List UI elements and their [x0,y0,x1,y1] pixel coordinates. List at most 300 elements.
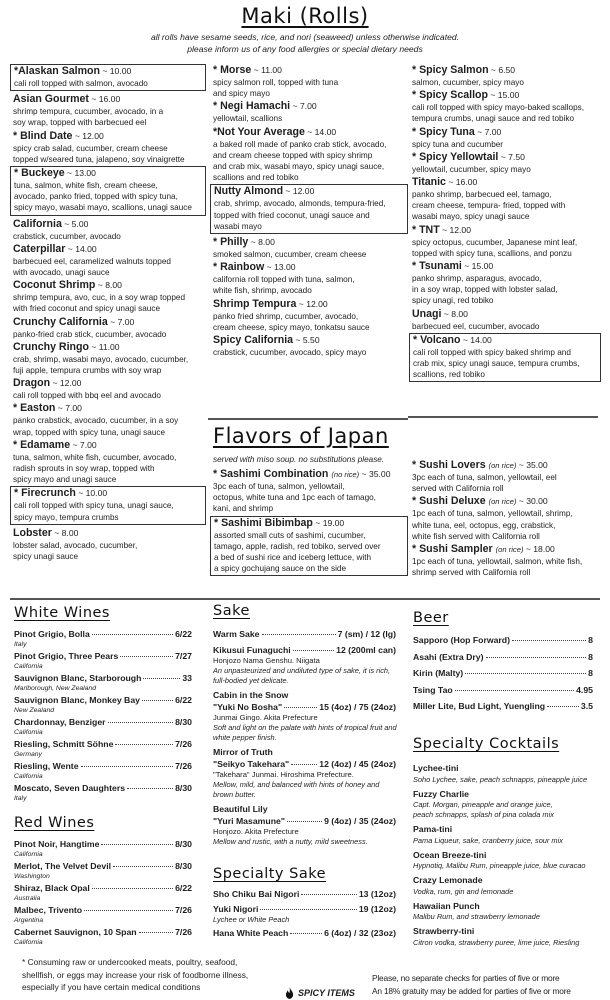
item-price: ~ 8.00 [248,237,275,247]
item-description: cali roll topped with bbq eel and avocado [13,391,161,401]
menu-item [210,236,408,260]
item-price: ~ 6.50 [489,65,516,75]
wine-item [14,651,192,671]
item-price: ~ 7.00 [55,403,82,413]
wine-item [14,839,192,859]
item-price: ~ 35.00 [516,460,547,470]
drink-item [213,629,396,641]
maki-column-1 [10,64,206,563]
item-price: ~ 35.00 [359,469,390,479]
item-description: yellowtail, cucumber, spicy mayo [412,164,531,174]
wine-origin: California [14,772,43,780]
item-name: *Not Your Average [213,125,305,138]
specialty-sake-list [213,889,396,943]
menu-item [210,261,408,296]
drink-item [213,804,396,847]
item-description: yellowtail, scallions [213,114,283,124]
item-description: barbecued eel, cucumber, avocado [412,321,540,331]
divider [10,598,600,600]
menu-item [409,126,601,150]
item-name: Tsing Tao [413,684,453,695]
maki-subtitle: all rolls have sesame seeds, rice, and nori (seaweed) unless otherwise indicated. please inform us of any food allergies or special dietary needs [150,32,460,54]
item-note: (no rice) [331,470,360,479]
beer-item [413,685,593,697]
item-price: 33 [182,673,192,683]
item-name: Pinot Noir, Hangtime [14,839,100,849]
item-price: ~ 11.00 [251,65,282,75]
item-name: Moscato, Seven Daughters [14,783,126,793]
item-price: 6 (4oz) / 32 (23oz) [324,928,396,938]
item-price: ~ 15.00 [488,90,519,100]
menu-item [409,260,601,307]
item-price: 12 (4oz) / 45 (24oz) [319,758,396,769]
wine-item [14,629,192,649]
item-price: ~ 16.00 [89,94,120,104]
dot-leader [547,706,579,707]
specialty-sake-title: Specialty Sake [213,866,327,882]
dot-leader [262,634,336,635]
beer-list [413,635,593,718]
item-name: Caterpillar [13,242,66,255]
item-name: Pinot Grigio, Bolla [14,629,90,639]
drink-item [213,928,396,940]
flavors-subtitle: served with miso soup. no substitutions please. [213,455,385,464]
item-name: * Buckeye [14,167,65,180]
item-price: ~ 15.00 [462,261,493,271]
sake-title: Sake [213,603,250,619]
item-title: Beautiful Lily [213,804,268,814]
menu-item [10,64,206,91]
drink-item [213,889,396,901]
item-name: * Spicy Yellowtail [412,150,499,163]
item-name: * Firecrunch [14,487,76,500]
wine-origin: California [14,662,43,670]
party-policy: Please, no separate checks for parties of five or more An 18% gratuity may be added for parties of five or more [372,973,571,996]
flavors-title: Flavors of Japan [213,424,389,448]
item-price: 9 (4oz) / 35 (24oz) [324,815,396,826]
item-price: 8/30 [175,717,192,727]
menu-item [210,126,408,184]
item-price: 7/26 [175,927,192,937]
item-price: ~ 12.00 [50,378,81,388]
item-description: Lychee or White Peach [213,915,290,924]
cocktail-item [413,926,598,948]
dot-leader [142,700,173,701]
menu-item [10,130,206,165]
item-description: cali roll topped with spicy mayo-baked scallops, tempura crumbs, unagi sauce and red tobiko [412,103,585,124]
item-name: * Spicy Tuna [412,125,475,138]
item-name: Spicy California [213,334,294,347]
divider [208,418,408,420]
item-name: Strawberry-tini [413,926,475,936]
menu-item [409,308,601,332]
sake-list [213,629,396,851]
wine-item [14,739,192,759]
wine-item [14,905,192,925]
item-name: Cabernet Sauvignon, 10 Span [14,927,137,937]
item-description: 1pc each of tuna, yellowtail, salmon, white fish, shrimp served with California roll [412,557,583,578]
item-name: Pinot Grigio, Three Pears [14,651,119,661]
item-description: panko fried shrimp, cucumber, avocado, cream cheese, spicy mayo, tonkatsu sauce [213,311,370,332]
item-description: Vodka, rum, gin and lemonade [413,886,514,896]
item-price: ~ 7.00 [290,101,317,111]
wine-origin: Marlborough, New Zealand [14,684,96,692]
wine-item [14,673,192,693]
item-name: * Sashimi Combination [213,468,329,480]
menu-item [409,64,601,88]
item-name: Crazy Lemonade [413,875,483,885]
maki-title: Maki (Rolls) [241,4,369,28]
cocktail-item [413,875,598,897]
flame-icon [285,987,294,999]
item-name: * Sashimi Bibimbap [214,516,313,529]
item-price: ~ 14.00 [305,127,336,137]
item-description: Capt. Morgan, pineapple and orange juice, peach schnapps, splash of pina colada mix [413,800,554,819]
item-price: 3.5 [580,701,593,711]
item-name: Hawaiian Punch [413,900,480,911]
item-name: Merlot, The Velvet Devil [14,861,112,871]
item-price: ~ 7.00 [108,317,135,327]
menu-item [10,316,206,340]
item-price: ~ 13.00 [264,262,295,272]
menu-item [409,151,601,175]
item-price: ~ 8.00 [95,280,122,290]
item-price: 13 (12oz) [358,889,396,899]
drink-item [213,747,396,800]
item-price: ~ 12.00 [283,186,314,196]
item-description: 3pc each of tuna, salmon, yellowtail, octopus, white tuna and 1pc each of tamago, kani, and shrimp [213,482,376,514]
item-name: "Seikyo Takehara" [213,758,290,769]
menu-item [409,543,601,578]
item-name: Titanic [412,176,446,189]
item-price: ~ 12.00 [296,299,327,309]
item-description: Malibu Rum, and strawberry lemonade [413,912,540,921]
wine-origin: Germany [14,750,42,758]
item-description: shrimp tempura, avo, cuc, in a soy wrap topped with fried coconut and spicy unagi sauce [13,293,186,314]
cocktail-item [413,850,598,872]
item-name: * Sushi Deluxe [412,495,486,508]
item-description: spicy octopus, cucumber, Japanese mint leaf, topped with spicy tuna, scallions, and ponzu [412,237,578,258]
item-name: Sapporo (Hop Forward) [413,635,511,645]
dot-leader [512,640,586,641]
item-name: Asahi (Extra Dry) [413,651,484,662]
maki-column-2 [210,64,408,359]
item-price: 7/26 [175,761,192,771]
cocktails-list [413,763,598,952]
dot-leader [290,933,322,934]
cocktail-item [413,789,598,821]
item-name: Shrimp Tempura [213,297,297,310]
item-name: Shiraz, Black Opal [14,883,90,893]
item-name: * Spicy Scallop [412,89,488,102]
item-description: crab, shrimp, avocado, almonds, tempura-fried, topped with fried coconut, unagi sauce and wasabi mayo [214,199,386,231]
menu-item [409,89,601,124]
item-name: Sauvignon Blanc, Monkey Bay [14,695,140,705]
item-name: Unagi [412,307,442,320]
cocktails-title: Specialty Cocktails [413,736,560,752]
dot-leader [108,722,174,723]
item-name: * Sushi Lovers [412,459,486,471]
item-description: crabstick, cucumber, avocado [13,231,121,241]
item-note: (on rice) [495,545,524,555]
dot-leader [301,894,356,895]
dot-leader [486,657,587,658]
item-price: 7/26 [175,739,192,749]
item-description: spicy salmon roll, topped with tuna and spicy mayo [213,78,339,99]
item-description: Citron vodka, strawberry puree, lime juice, Riesling [413,937,580,947]
item-price: 15 (4oz) / 75 (24oz) [319,701,396,712]
item-name: Asian Gourmet [13,93,89,106]
item-description: tuna, salmon, white fish, cucumber, avocado, radish sprouts in soy wrap, topped with spicy mayo and unagi sauce [13,452,177,485]
item-name: Malbec, Trivento [14,905,83,915]
item-name: Hana White Peach [213,928,289,938]
dot-leader [291,764,317,765]
item-price: 8 [588,635,593,645]
wine-item [14,783,192,803]
item-name: Miller Lite, Bud Light, Yuengling [413,701,546,711]
item-description: panko shrimp, barbecued eel, tamago, cream cheese, tempura- fried, topped with wasabi mayo, spicy unagi sauce [412,190,566,222]
item-description: 3pc each of tuna, salmon, yellowtail, eel served with California roll [412,473,557,494]
menu-item [409,224,601,259]
food-safety-warning: * Consuming raw or undercooked meats, poultry, seafood, shellfish, or eggs may increase your risk of foodborne illness, especially if you have certain medical conditions [22,957,249,992]
menu-item [210,468,408,515]
menu-item [409,495,601,542]
item-price: ~ 10.00 [76,488,107,498]
wine-item [14,883,192,903]
menu-item [210,334,408,358]
item-name: * Sushi Sampler [412,543,493,556]
item-description: assorted small cuts of sashimi, cucumber, tamago, apple, radish, red tobiko, served over a bed of sushi rice and iceberg lettuce, with a spicy gochujang sauce on the side [214,530,381,574]
cocktail-item [413,763,598,785]
wine-item [14,717,192,737]
item-price: ~ 10.00 [100,66,131,76]
drink-item [213,690,396,743]
item-price: 8/30 [175,861,192,871]
item-price: 6/22 [175,629,192,639]
item-name: Crunchy Ringo [13,340,89,353]
dot-leader [92,888,173,889]
item-name: Fuzzy Charlie [413,788,469,799]
item-price: 12 (200ml can) [336,644,396,655]
item-name: "Yuri Masamune" [213,815,285,826]
item-price: ~ 16.00 [446,177,477,187]
item-name: * Morse [213,64,252,76]
menu-item [210,184,408,234]
item-price: ~ 18.00 [523,544,554,554]
item-price: ~ 12.00 [440,225,471,235]
item-description: Pama Liqueur, sake, cranberry juice, sour mix [413,835,563,845]
item-description: cali roll topped with spicy tuna, unagi sauce, spicy mayo, tempura crumbs [14,501,174,522]
item-price: ~ 13.00 [65,168,96,178]
dot-leader [81,766,174,767]
item-name: Yuki Nigori [213,903,259,914]
dot-leader [260,909,356,910]
red-wines-title: Red Wines [14,815,95,831]
item-name: Lobster [13,526,52,539]
item-price: ~ 7.00 [475,127,502,137]
item-price: 8/30 [175,783,192,793]
item-price: 8 [588,651,593,662]
dot-leader [92,634,173,635]
wine-item [14,861,192,881]
item-description: salmon, cucumber, spicy mayo [412,78,524,87]
item-origin: Honjozo. Akita Prefecture [213,827,299,836]
menu-item [10,402,206,437]
item-price: ~ 14.00 [461,335,492,345]
item-price: 7/27 [175,651,192,661]
item-price: 6/22 [175,695,192,705]
item-name: Riesling, Schmitt Söhne [14,739,114,749]
item-name: Crunchy California [13,315,108,328]
dot-leader [284,707,317,708]
menu-item [10,341,206,376]
flavors-column-3 [409,459,601,579]
dot-leader [293,650,334,651]
menu-item [210,64,408,99]
menu-item [409,459,601,494]
drink-item [213,645,396,687]
wine-origin: Washington [14,872,50,880]
item-name: Warm Sake [213,629,260,639]
item-description: Mellow, mild, and balanced with hints of honey and brown butter. [213,780,380,799]
maki-column-3 [409,64,601,384]
item-price: ~ 11.00 [89,342,120,352]
beer-item [413,635,593,647]
menu-item [409,333,601,383]
item-name: Sho Chiku Bai Nigori [213,889,300,899]
item-price: ~ 14.00 [65,244,96,254]
wine-item [14,761,192,781]
menu-item [409,176,601,223]
menu-item [10,377,206,401]
item-name: California [13,217,62,230]
item-name: Chardonnay, Benziger [14,717,106,727]
item-name: Coconut Shrimp [13,279,96,292]
item-name: * Tsunami [412,260,462,273]
item-price: ~ 19.00 [313,518,344,528]
menu-item [10,243,206,278]
item-price: 8/30 [175,839,192,849]
beer-item [413,701,593,713]
item-price: ~ 5.00 [62,219,89,229]
item-name: * Rainbow [213,261,265,274]
item-note: (on rice) [488,461,517,470]
cocktail-item [413,824,598,846]
item-description: panko shrimp, asparagus, avocado, in a soy wrap, topped with lobster salad, spicy unagi, red tobiko [412,274,558,306]
item-name: Pama-tini [413,824,453,834]
beer-title: Beer [413,610,449,626]
item-name: * Edamame [13,438,71,451]
item-description: Soft and light on the palate with hints of tropical fruit and white pepper finish. [213,723,397,742]
wine-origin: California [14,728,43,736]
item-description: panko-fried crab stick, cucumber, avocado [13,329,167,339]
item-description: Hypnotiq, Malibu Rum, pineapple juice, blue curacao [413,861,586,870]
dot-leader [113,866,173,867]
dot-leader [287,821,322,822]
menu-item [210,298,408,333]
menu-item [10,486,206,524]
item-name: Dragon [13,377,51,390]
item-price: ~ 12.00 [72,131,103,141]
dot-leader [465,673,586,674]
item-description: crab, shrimp, wasabi mayo, avocado, cucumber, fuji apple, tempura crumbs with soy wrap [13,354,189,376]
item-price: 19 (12oz) [358,903,396,914]
item-origin: Honjozo Nama Genshu. Niigata [213,656,320,665]
wine-origin: New Zealand [14,706,55,714]
item-description: Mellow and rustic, with a nutty, mild sweetness. [213,837,368,846]
item-origin: "Takehara" Junmai. Hiroshima Prefecture. [213,770,354,779]
wine-item [14,927,192,947]
item-description: lobster salad, avocado, cucumber, spicy unagi sauce [13,540,138,562]
item-name: Kikusui Funaguchi [213,644,291,655]
dot-leader [139,932,173,933]
item-description: spicy crab salad, cucumber, cream cheese topped w/seared tuna, jalapeno, soy vinaigrette [13,143,185,164]
item-price: 4.95 [576,684,593,695]
wine-item [14,695,192,715]
item-description: smoked salmon, cucumber, cream cheese [213,250,367,260]
item-name: * Volcano [413,333,461,346]
item-description: Soho Lychee, sake, peach schnapps, pineapple juice [413,774,588,784]
item-origin: Junmai Gingo. Akita Prefecture [213,713,318,722]
item-name: Nutty Almond [214,185,284,198]
item-price: 6/22 [175,883,192,893]
menu-item [10,439,206,486]
beer-item [413,652,593,664]
item-name: Sauvignon Blanc, Starborough [14,673,142,683]
spicy-items-legend [285,987,355,999]
item-price: ~ 30.00 [516,496,547,506]
wine-origin: Australia [14,894,41,902]
item-description: california roll topped with tuna, salmon, white fish, shrimp, avocado [213,275,355,296]
item-price: ~ 8.00 [52,528,79,538]
wine-origin: California [14,850,43,858]
dot-leader [143,678,180,679]
wine-origin: California [14,938,43,946]
divider [408,416,598,418]
item-price: ~ 7.00 [70,440,97,450]
item-title: Mirror of Truth [213,747,273,757]
menu-item [210,516,408,577]
item-description: crabstick, cucumber, avocado, spicy mayo [213,348,367,358]
white-wines-list [14,629,192,805]
beer-item [413,668,593,680]
item-description: shrimp tempura, cucumber, avocado, in a soy wrap, topped with barbecued eel [13,107,164,128]
item-name: * Philly [213,236,249,249]
item-price: ~ 8.00 [441,309,468,319]
dot-leader [120,656,173,657]
dot-leader [455,690,574,691]
item-price: ~ 5.50 [293,335,320,345]
item-description: a baked roll made of panko crab stick, avocado, and cream cheese topped with spicy shrimp and crab mix, wasabi mayo, spicy unagi sauce, scallions and red tobiko [213,139,387,183]
menu-item [10,527,206,562]
item-name: Lychee-tini [413,763,459,773]
item-description: spicy tuna and cucumber [412,139,504,149]
wine-origin: Argentina [14,916,44,924]
dot-leader [101,844,173,845]
white-wines-title: White Wines [14,605,110,621]
item-name: * Blind Date [13,129,73,142]
item-description: tuna, salmon, white fish, cream cheese, avocado, panko fried, topped with spicy tuna, spicy mayo, wasabi mayo, scallions, unagi sauce [14,181,192,213]
item-price: ~ 7.50 [498,152,525,162]
menu-item [10,218,206,242]
item-description: panko crabstick, avocado, cucumber, in a soy wrap, topped with spicy tuna, unagi sauce [13,416,179,437]
spicy-items-label: SPICY ITEMS [298,987,355,998]
item-name: * Easton [13,402,56,415]
item-name: Kirin (Malty) [413,668,464,678]
wine-origin: Italy [14,640,27,648]
item-description: cali roll topped with spicy baked shrimp and crab mix, spicy unagi sauce, tempura crumbs, scallions, red tobiko [413,347,580,380]
item-name: * Spicy Salmon [412,64,489,76]
